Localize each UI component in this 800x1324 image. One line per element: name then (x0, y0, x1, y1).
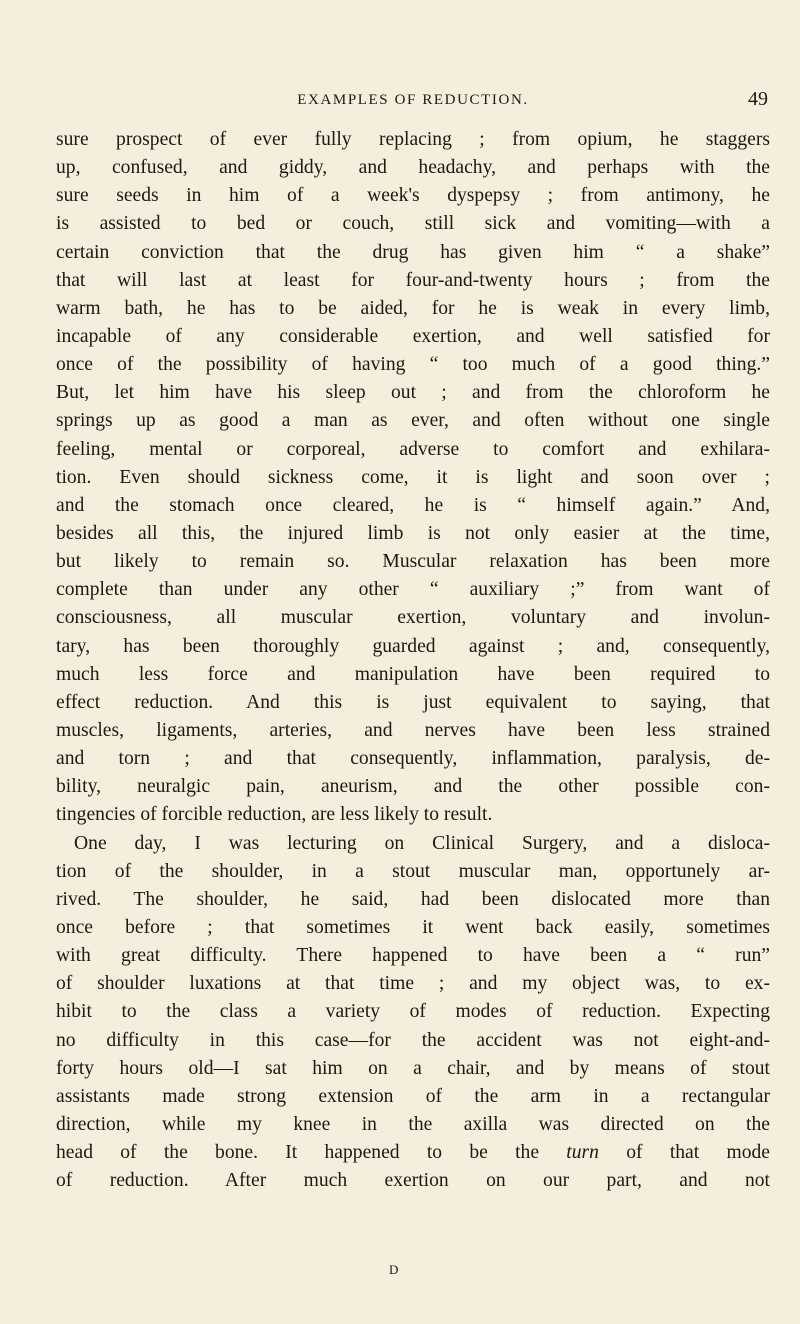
text-line (56, 1139, 770, 1167)
text-line: warm bath, he has to be aided, for he is weak in every limb, (56, 297, 770, 319)
text-line: rived. The shoulder, he said, had been dislocated more than (56, 888, 770, 910)
text-line: tion. Even should sickness come, it is light and soon over ; (56, 466, 770, 488)
text-line: But, let him have his sleep out ; and from the chloroform he (56, 382, 770, 404)
signature-mark: D (389, 1262, 400, 1277)
text-line: up, confused, and giddy, and headachy, and perhaps with the (56, 157, 770, 179)
text-line: direction, while my knee in the axilla was directed on the (56, 1113, 770, 1135)
text-line: that will last at least for four-and-twenty hours ; from the (56, 269, 770, 291)
running-title: EXAMPLES OF REDUCTION. (297, 92, 529, 108)
text-line: assistants made strong extension of the arm in a rectangular (56, 1085, 770, 1107)
text-line: tary, has been thoroughly guarded against ; and, consequently, (56, 635, 770, 657)
text-line: tingencies of forcible reduction, are less likely to result. (56, 804, 493, 826)
text-line: no difficulty in this case—for the accident was not eight-and- (56, 1029, 770, 1051)
text-line: sure seeds in him of a week's dyspepsy ; from antimony, he (56, 185, 770, 207)
text-line: incapable of any considerable exertion, and well satisfied for (56, 325, 770, 347)
text-line: sure prospect of ever fully replacing ; from opium, he staggers (56, 129, 770, 150)
text-line: once of the possibility of having “ too much of a good thing.” (56, 354, 770, 376)
text-line: feeling, mental or corporeal, adverse to comfort and exhilara- (56, 438, 770, 460)
text-segment: of that mode (626, 1142, 770, 1164)
text-line: much less force and manipulation have been required to (56, 663, 770, 685)
text-line: with great difficulty. There happened to have been a “ run” (56, 945, 770, 967)
text-line: consciousness, all muscular exertion, voluntary and involun- (56, 607, 770, 629)
text-line: complete than under any other “ auxiliary ;” from want of (56, 579, 770, 601)
text-line: is assisted to bed or couch, still sick and vomiting—with a (56, 213, 770, 235)
text-line: and the stomach once cleared, he is “ himself again.” And, (56, 494, 770, 516)
text-line: besides all this, the injured limb is not only easier at the time, (56, 522, 770, 544)
text-line: but likely to remain so. Muscular relaxation has been more (56, 551, 770, 573)
text-line: once before ; that sometimes it went back easily, sometimes (56, 916, 770, 938)
text-line: tion of the shoulder, in a stout muscular man, opportunely ar- (56, 860, 770, 882)
emphasis-turn: turn (566, 1142, 599, 1164)
page-number: 49 (748, 88, 768, 110)
text-line: muscles, ligaments, arteries, and nerves have been less strained (56, 719, 770, 741)
text-line: bility, neuralgic pain, aneurism, and the other possible con- (56, 776, 770, 798)
body-text (56, 126, 770, 1195)
text-line: forty hours old—I sat him on a chair, and by means of stout (56, 1057, 770, 1079)
text-segment: head of the bone. It happened to be the (56, 1142, 540, 1164)
text-line: One day, I was lecturing on Clinical Surgery, and a disloca- (74, 832, 770, 854)
text-line: hibit to the class a variety of modes of reduction. Expecting (56, 1001, 770, 1023)
text-line: certain conviction that the drug has given him “ a shake” (56, 241, 770, 263)
text-line: and torn ; and that consequently, inflammation, paralysis, de- (56, 748, 770, 770)
running-head (58, 88, 768, 112)
text-line: of shoulder luxations at that time ; and my object was, to ex- (56, 973, 770, 995)
text-line: effect reduction. And this is just equivalent to saying, that (56, 691, 770, 713)
text-line: springs up as good a man as ever, and often without one single (56, 410, 770, 432)
text-line: of reduction. After much exertion on our part, and not (56, 1170, 770, 1192)
